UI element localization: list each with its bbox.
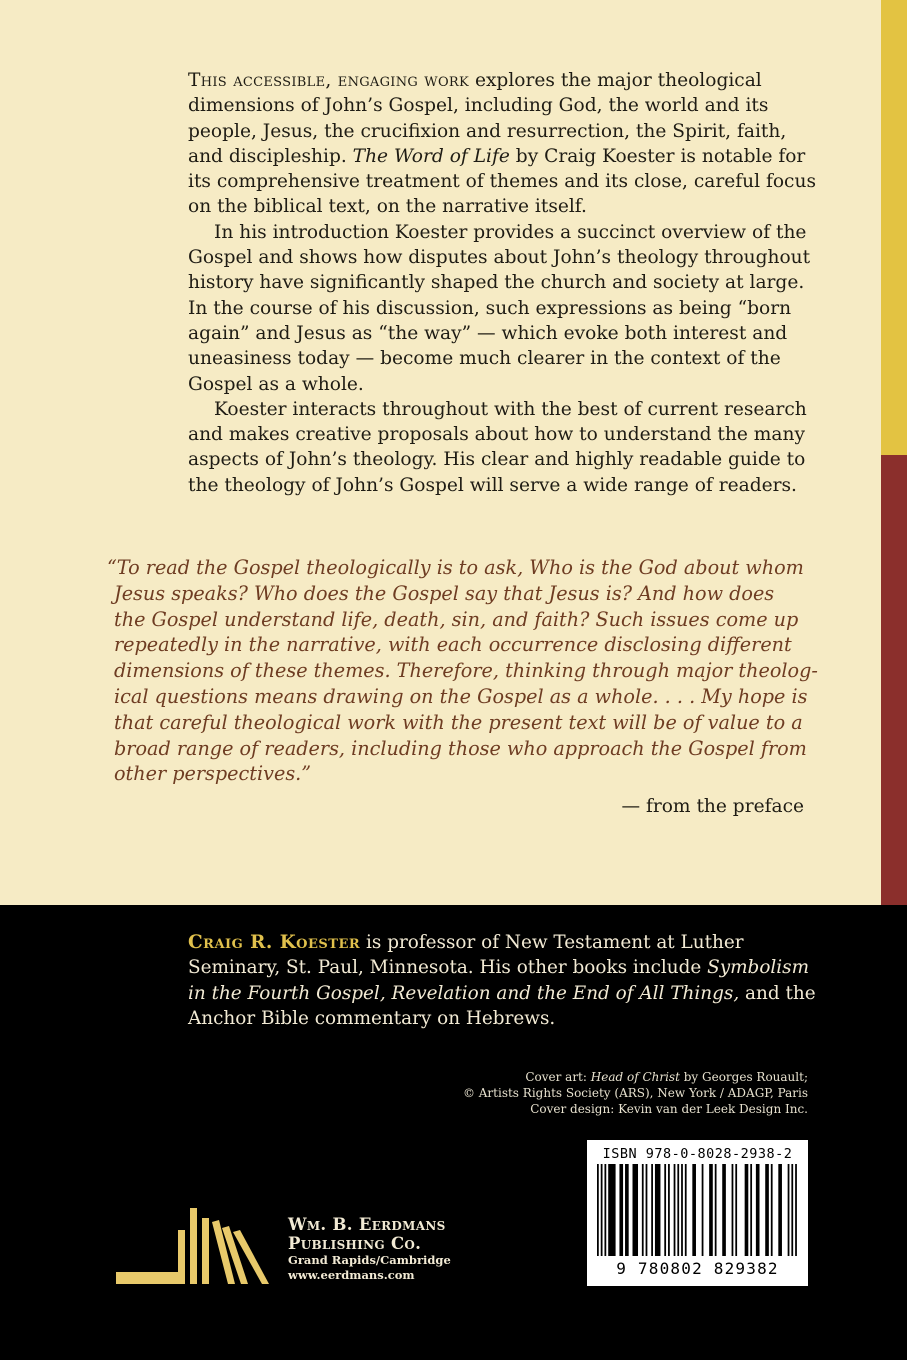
isbn-number: 9 780802 829382	[616, 1259, 779, 1278]
quote-line: broad range of readers, including those who approach the Gospel from	[114, 736, 807, 760]
barcode-bar	[651, 1164, 653, 1256]
description-paragraph-2: In his introduction Koester provides a succinct overview of the Gospel and shows how disputes about John’s theology throughout history have significantly shaped the church and society at large. In the course of his discussion, such expressions as being “born again” and Jesus as “the way” — which evoke both interest and uneasiness today — become much clearer in the context of the Gospel as a whole.	[188, 221, 811, 395]
barcode-bar	[732, 1164, 734, 1256]
barcode-bar	[625, 1164, 629, 1256]
quote-line: dimensions of these themes. Therefore, thinking through major theolog-	[114, 659, 818, 683]
book-title: The Word of Life	[352, 145, 510, 167]
publisher-location: Grand Rapids/Cambridge	[288, 1253, 451, 1267]
barcode-bar	[791, 1164, 793, 1256]
quote-line: the Gospel understand life, death, sin, and faith? Such issues come up	[114, 607, 799, 631]
lead-in-smallcaps: This accessible, engaging work	[188, 70, 470, 91]
eerdmans-logo-icon	[116, 1200, 276, 1288]
barcode-bar	[745, 1164, 749, 1256]
barcode-bar	[778, 1164, 782, 1256]
barcode-bar	[664, 1164, 666, 1256]
barcode-bar	[604, 1164, 606, 1256]
barcode-bar	[765, 1164, 769, 1256]
quote-line: “To read the Gospel theologically is to ask, Who is the God about whom	[107, 556, 804, 579]
barcode-bar	[709, 1164, 713, 1256]
publisher-website[interactable]: www.eerdmans.com	[288, 1268, 415, 1282]
barcode-bar	[646, 1164, 648, 1256]
isbn-barcode	[587, 1140, 808, 1286]
barcode-bar	[692, 1164, 696, 1256]
barcode-bar	[655, 1164, 661, 1256]
author-bio: Craig R. Koester is professor of New Testament at Luther Seminary, St. Paul, Minnesota. His other books include Symbolism in the Fourth Gospel, Revelation and the End of All Things, and the Anchor Bible commentary on Hebrews.	[188, 932, 816, 1029]
cover-art-credit: Cover art: Head of Christ by Georges Rouault;	[525, 1070, 808, 1084]
barcode-bar	[608, 1164, 615, 1256]
publisher-company: Publishing Co.	[288, 1234, 422, 1253]
description-paragraph-1: This accessible, engaging work explores the major theological dimensions of John’s Gospel, including God, the world and its people, Jesus, the crucifixion and resurrection, the Spirit, faith, and discipleship. The Word of Life by Craig Koester is notable for its comprehensive treatment of themes and its close, careful focus on the biblical text, on the narrative itself.	[188, 70, 816, 218]
barcode-bar	[722, 1164, 726, 1256]
barcode-bar	[668, 1164, 670, 1256]
quote-line: repeatedly in the narrative, with each occurrence disclosing different	[114, 633, 792, 657]
barcode-bars	[595, 1164, 800, 1260]
cover-credits	[463, 1069, 808, 1118]
barcode-bar	[756, 1164, 760, 1256]
quote-line: other perspectives.”	[114, 762, 312, 786]
quote-attribution: — from the preface	[621, 796, 804, 817]
other-books: Symbolism in the Fourth Gospel, Revelation and the End of All Things,	[188, 957, 810, 1004]
book-description	[188, 68, 818, 498]
quote-line: Jesus speaks? Who does the Gospel say that Jesus is? And how does	[114, 581, 775, 605]
barcode-bar	[597, 1164, 599, 1256]
barcode-bar	[674, 1164, 676, 1256]
barcode-bar	[735, 1164, 737, 1256]
barcode-bar	[619, 1164, 623, 1256]
barcode-bar	[702, 1164, 704, 1256]
barcode-bar	[788, 1164, 790, 1256]
preface-quote	[107, 555, 819, 787]
copyright-credit: © Artists Rights Society (ARS), New York / ADAGP, Paris	[462, 1086, 808, 1101]
isbn-label: ISBN 978-0-8028-2938-2	[602, 1146, 793, 1162]
description-paragraph-3: Koester interacts throughout with the best of current research and makes creative proposals about how to understand the many aspects of John’s theology. His clear and highly readable guide to the theology of John’s Gospel will serve a wide range of readers.	[188, 398, 807, 496]
barcode-bar	[642, 1164, 644, 1256]
barcode-bar	[750, 1164, 752, 1256]
quote-line: ical questions means drawing on the Gospel as a whole. . . . My hope is	[114, 684, 808, 708]
barcode-bar	[601, 1164, 603, 1256]
design-credit: Cover design: Kevin van der Leek Design Inc.	[530, 1102, 808, 1117]
barcode-bar	[677, 1164, 679, 1256]
barcode-bar	[633, 1164, 639, 1256]
barcode-bar	[795, 1164, 797, 1256]
barcode-bar	[685, 1164, 687, 1256]
quote-line: that careful theological work with the present text will be of value to a	[114, 710, 803, 734]
publisher-info	[288, 1215, 451, 1283]
author-name: Craig R. Koester	[188, 932, 361, 953]
red-spine-stripe	[881, 455, 907, 905]
barcode-bar	[771, 1164, 773, 1256]
yellow-spine-stripe	[881, 0, 907, 455]
publisher-name: Wm. B. Eerdmans	[288, 1215, 446, 1234]
barcode-bar	[715, 1164, 717, 1256]
barcode-bar	[681, 1164, 683, 1256]
